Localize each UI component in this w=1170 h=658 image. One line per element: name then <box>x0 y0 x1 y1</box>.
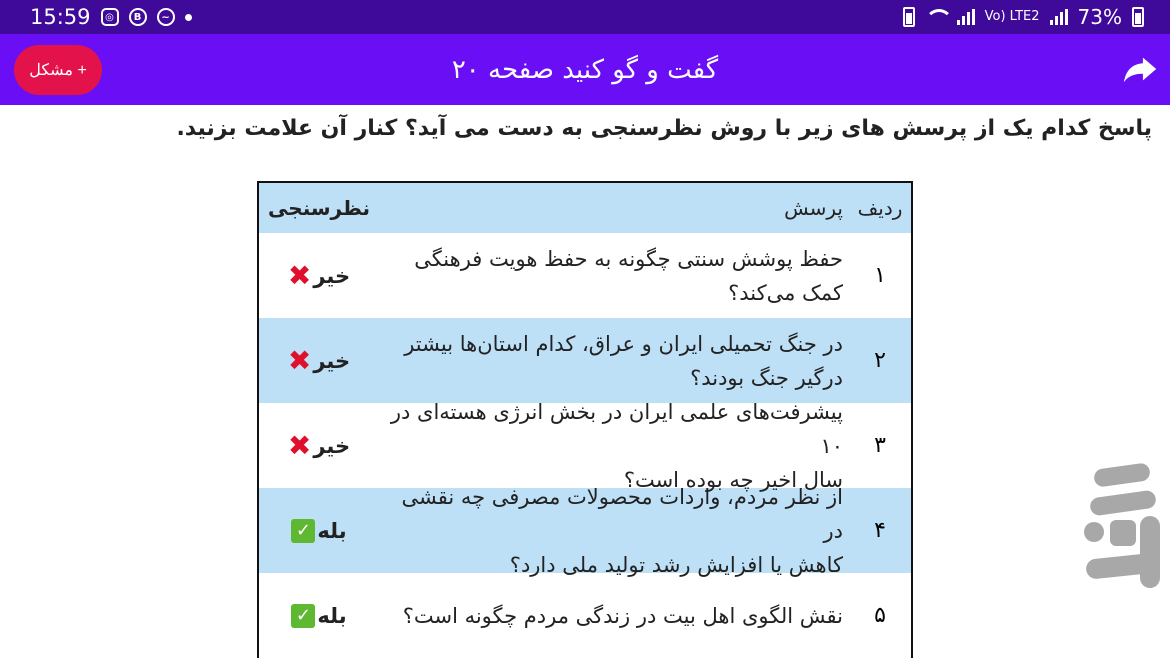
header-row-number: ردیف <box>857 196 903 220</box>
row-question <box>379 599 849 633</box>
row-question <box>379 480 849 582</box>
answer-label: خیر <box>313 433 351 458</box>
row-question <box>379 242 849 310</box>
signal-icon <box>957 9 975 25</box>
cross-mark-icon: ✖ <box>287 343 312 377</box>
status-bar <box>0 0 1170 34</box>
row-question-line: کاهش یا افزایش رشد تولید ملی دارد؟ <box>509 552 843 577</box>
row-answer <box>259 343 379 377</box>
status-time: 15:59 <box>30 5 91 29</box>
row-question-line: نقش الگوی اهل بیت در زندگی مردم چگونه است؟ <box>402 603 843 628</box>
table-row <box>259 318 911 403</box>
row-question-line: از نظر مردم، واردات محصولات مصرفی چه نقشی در <box>401 484 843 543</box>
row-number: ۱ <box>874 263 886 288</box>
status-left <box>30 5 192 29</box>
row-question-line: درگیر جنگ بودند؟ <box>690 365 843 390</box>
check-mark-icon: ✓ <box>291 604 315 628</box>
cross-mark-icon: ✖ <box>287 428 312 462</box>
row-number: ۳ <box>874 433 886 458</box>
row-answer <box>259 428 379 462</box>
row-question-line: در جنگ تحمیلی ایران و عراق، کدام استان‌ها بیشتر <box>404 331 843 356</box>
table-header <box>259 183 911 233</box>
header-survey: نظرسنجی <box>268 196 370 220</box>
table-row <box>259 573 911 658</box>
row-number: ۲ <box>874 348 886 373</box>
row-question <box>379 327 849 395</box>
row-answer <box>259 604 379 628</box>
share-icon[interactable] <box>1122 50 1160 88</box>
question-text: پاسخ کدام یک از پرسش های زیر با روش نظرسنجی به دست می آید؟ کنار آن علامت بزنید. <box>176 116 1152 141</box>
instagram-icon: ◎ <box>101 8 119 26</box>
table-row <box>259 233 911 318</box>
app-logo-icon <box>1080 460 1166 596</box>
row-answer <box>259 519 379 543</box>
survey-table <box>257 181 913 658</box>
row-answer <box>259 258 379 292</box>
answer-label: خیر <box>313 348 351 373</box>
status-right <box>903 5 1144 29</box>
notification-dot-icon <box>185 14 192 21</box>
page-title: گفت و گو کنید صفحه ۲۰ <box>451 54 719 85</box>
network-type: Vo) LTE2 <box>984 9 1040 24</box>
wifi-icon <box>925 9 947 25</box>
b-app-icon: B <box>129 8 147 26</box>
table-row <box>259 399 911 492</box>
answer-label: بله <box>317 603 347 628</box>
row-number: ۴ <box>874 518 886 543</box>
check-mark-icon: ✓ <box>291 519 315 543</box>
messenger-icon: ~ <box>157 8 175 26</box>
battery-percent: 73% <box>1077 5 1122 29</box>
answer-label: بله <box>317 518 347 543</box>
row-number: ۵ <box>874 603 886 628</box>
row-question-line: سال اخیر چه بوده است؟ <box>623 467 843 492</box>
row-question-line: حفظ پوشش سنتی چگونه به حفظ هویت فرهنگی <box>414 246 843 271</box>
report-problem-button[interactable]: + مشکل <box>14 45 102 95</box>
battery-icon <box>1132 7 1144 27</box>
battery-saver-icon <box>903 7 915 27</box>
row-question-line: کمک می‌کند؟ <box>728 280 843 305</box>
signal-2-icon <box>1050 9 1068 25</box>
row-question-line: پیشرفت‌های علمی ایران در بخش انرژی هسته‌ای در ۱۰ <box>390 399 843 458</box>
app-bar <box>0 34 1170 105</box>
cross-mark-icon: ✖ <box>287 258 312 292</box>
header-question: پرسش <box>784 196 843 220</box>
answer-label: خیر <box>313 263 351 288</box>
table-row <box>259 484 911 577</box>
